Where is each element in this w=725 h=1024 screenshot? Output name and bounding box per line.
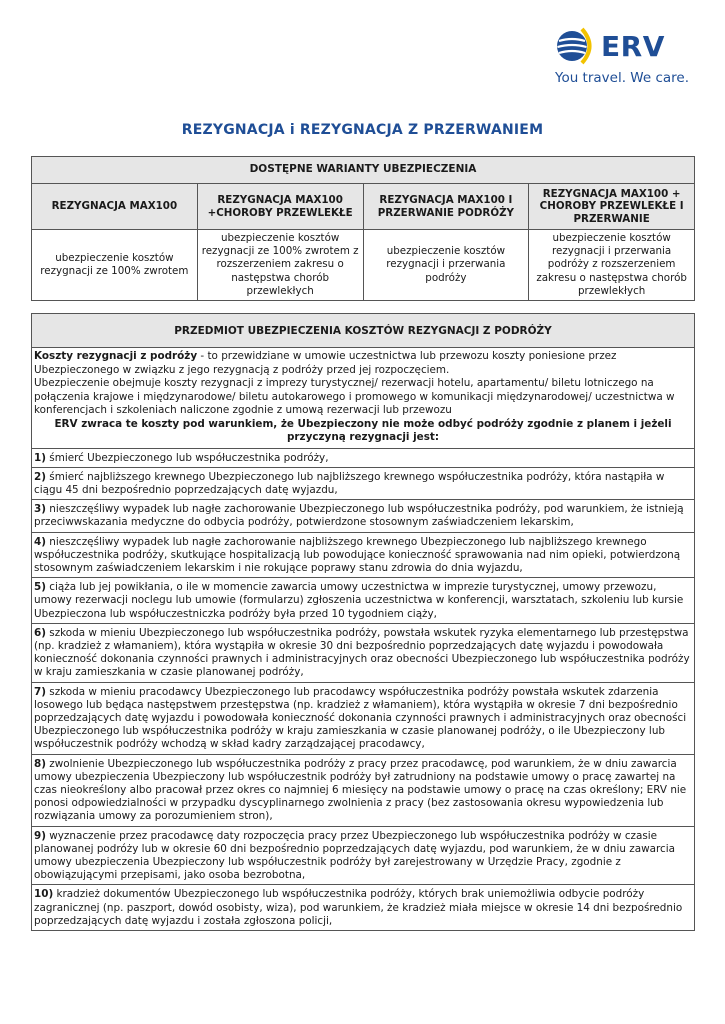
cause-item xyxy=(32,448,694,467)
cause-text: nieszczęśliwy wypadek lub nagłe zachorowanie Ubezpieczonego lub współuczestnika podróży, pod warunkiem, że istnieją przeciwwskazania medyczne do odbycia podróży, potwierdzone stosownym zaświadczeniem lekarskim, xyxy=(34,503,684,529)
intro-condition: ERV zwraca te koszty pod warunkiem, że Ubezpieczony nie może odbyć podróży zgodnie z planem i jeżeli przyczyną rezygnacji jest: xyxy=(54,417,672,443)
cause-text: śmierć Ubezpieczonego lub współuczestnika podróży, xyxy=(45,451,329,464)
variant-description: ubezpieczenie kosztów rezygnacji ze 100% zwrotem z rozszerzeniem zakresu o następstwa chorób przewlekłych xyxy=(197,230,363,301)
cause-text: kradzież dokumentów Ubezpieczonego lub współuczestnika podróży, których brak uniemożliwia odbycie podróży zagranicznej (np. paszport, dowód osobisty, wiza), pod warunkiem, że kradzież miała miejsce w okresie 14 dni bezpośrednio poprzedzających datę wyjazdu i została zgłoszona policji, xyxy=(34,888,683,927)
variant-name: REZYGNACJA MAX100 + CHOROBY PRZEWLEKŁE I PRZERWANIE xyxy=(529,184,695,230)
cause-number: 10) xyxy=(34,888,54,901)
intro-scope: Ubezpieczenie obejmuje koszty rezygnacji z imprezy turystycznej/ rezerwacji hotelu, apartamentu/ biletu lotniczego na połączenia krajowe i międzynarodowe/ biletu autokarowego i promowego w komunikacji międzynarodowej/ uczestnictwa w konferencjach i szkoleniach naliczone zgodnie z umową rezerwacji lub przewozu xyxy=(34,377,675,416)
variant-description: ubezpieczenie kosztów rezygnacji ze 100% zwrotem xyxy=(32,230,198,301)
cause-number: 4) xyxy=(34,535,46,548)
variant-description: ubezpieczenie kosztów rezygnacji i przerwania podróży xyxy=(363,230,529,301)
cause-text: śmierć najbliższego krewnego Ubezpieczonego lub najbliższego krewnego współuczestnika podróży, która nastąpiła w ciągu 45 dni bezpośrednio poprzedzających datę wyjazdu, xyxy=(34,470,665,496)
subject-section xyxy=(31,313,695,931)
cause-number: 7) xyxy=(34,685,46,698)
cause-number: 5) xyxy=(34,581,46,594)
cause-item xyxy=(32,754,694,826)
cause-number: 3) xyxy=(34,503,46,516)
cause-item xyxy=(32,884,694,930)
cause-number: 8) xyxy=(34,757,46,770)
cause-item xyxy=(32,499,694,531)
cause-item xyxy=(32,682,694,754)
cause-number: 6) xyxy=(34,626,46,639)
cause-list xyxy=(32,448,694,931)
erv-logo xyxy=(555,26,705,86)
variant-description: ubezpieczenie kosztów rezygnacji i przerwania podróży z rozszerzeniem zakresu o następstwa chorób przewlekłych xyxy=(529,230,695,301)
variant-name: REZYGNACJA MAX100 I PRZERWANIE PODRÓŻY xyxy=(363,184,529,230)
cause-text: ciąża lub jej powikłania, o ile w momencie zawarcia umowy uczestnictwa w imprezie turystycznej, umowy przewozu, umowy rezerwacji noclegu lub umowie (formularzu) zgłoszenia uczestnictwa w konferencji, warsztatach, szkoleniu lub kursie Ubezpieczona lub współuczestniczka podróży była przed 10 tygodniem ciąży, xyxy=(34,581,684,620)
intro-definition: - to przewidziane w umowie uczestnictwa lub przewozu koszty poniesione przez Ubezpieczonego w związku z jego rezygnacją z podróży przed jej rozpoczęciem. xyxy=(34,350,617,376)
cause-item xyxy=(32,826,694,885)
cause-item xyxy=(32,532,694,578)
subject-header: PRZEDMIOT UBEZPIECZENIA KOSZTÓW REZYGNACJI Z PODRÓŻY xyxy=(32,314,694,348)
cause-number: 2) xyxy=(34,470,46,483)
cause-text: zwolnienie Ubezpieczonego lub współuczestnika podróży z pracy przez pracodawcę, pod warunkiem, że w dniu zawarcia umowy ubezpieczenia Ubezpieczony lub współuczestnik podróży był zatrudniony na podstawie umowy o pracę zawartej na czas nieokreślony albo pracował przez okres co najmniej 6 miesięcy na podstawie umowy o pracę na czas określony; ERV nie ponosi odpowiedzialności w przypadku dyscyplinarnego zwolnienia z pracy (bez zastosowania okresu wypowiedzenia lub rozwiązania umowy za porozumieniem stron), xyxy=(34,757,687,823)
brand-name: ERV xyxy=(601,29,665,63)
brand-tagline: You travel. We care. xyxy=(555,70,690,86)
globe-icon xyxy=(555,26,595,66)
variants-header: DOSTĘPNE WARIANTY UBEZPIECZENIA xyxy=(32,157,695,184)
variant-name: REZYGNACJA MAX100 xyxy=(32,184,198,230)
page-title: REZYGNACJA i REZYGNACJA Z PRZERWANIEM xyxy=(181,122,544,138)
cause-number: 1) xyxy=(34,451,46,464)
cause-text: szkoda w mieniu Ubezpieczonego lub współuczestnika podróży, powstała wskutek ryzyka elementarnego lub przestępstwa (np. kradzież z włamaniem), która wystąpiła w okresie 30 dni bezpośrednio poprzedzających datę wyjazdu i powodowała konieczność dokonania czynności prawnych i administracyjnych oraz obecności Ubezpieczonego lub współuczestnika podróży w kraju zamieszkania w czasie planowanej podróży, xyxy=(34,626,690,679)
variants-table xyxy=(31,156,695,301)
subject-intro xyxy=(32,348,694,448)
cause-item xyxy=(32,577,694,623)
intro-term: Koszty rezygnacji z podróży xyxy=(34,350,198,362)
cause-text: szkoda w mieniu pracodawcy Ubezpieczonego lub pracodawcy współuczestnika podróży powstała wskutek zdarzenia losowego lub będąca następstwem przestępstwa (np. kradzież z włamaniem), która wystąpiła w okresie 7 dni bezpośrednio poprzedzających datę wyjazdu i powodowała konieczność dokonania czynności prawnych i administracyjnych oraz obecności Ubezpieczonego lub współuczestnika podróży w kraju zamieszkania w czasie planowanej podróży, o ile Ubezpieczony lub współuczestnik podróży wchodzą w skład kadry zarządzającej pracodawcy, xyxy=(34,685,687,751)
cause-item xyxy=(32,623,694,682)
variant-name: REZYGNACJA MAX100 +CHOROBY PRZEWLEKŁE xyxy=(197,184,363,230)
cause-text: nieszczęśliwy wypadek lub nagłe zachorowanie najbliższego krewnego Ubezpieczonego lub najbliższego krewnego współuczestnika podróży, skutkujące hospitalizacją lub powodujące konieczność sprawowania nad nim opieki, potwierdzoną stosownym zaświadczeniem lekarskim i nie rokujące poprawy stanu zdrowia do dnia wyjazdu, xyxy=(34,535,681,574)
cause-text: wyznaczenie przez pracodawcę daty rozpoczęcia pracy przez Ubezpieczonego lub współuczestnika podróży w czasie planowanej podróży lub w okresie 60 dni bezpośrednio poprzedzających datę wyjazdu, pod warunkiem, że w dniu zawarcia umowy ubezpieczenia Ubezpieczony lub współuczestnik podróży był zarejestrowany w Urzędzie Pracy, zgodnie z obowiązującymi przepisami, jako osoba bezrobotna, xyxy=(34,829,675,882)
cause-item xyxy=(32,467,694,499)
cause-number: 9) xyxy=(34,829,46,842)
